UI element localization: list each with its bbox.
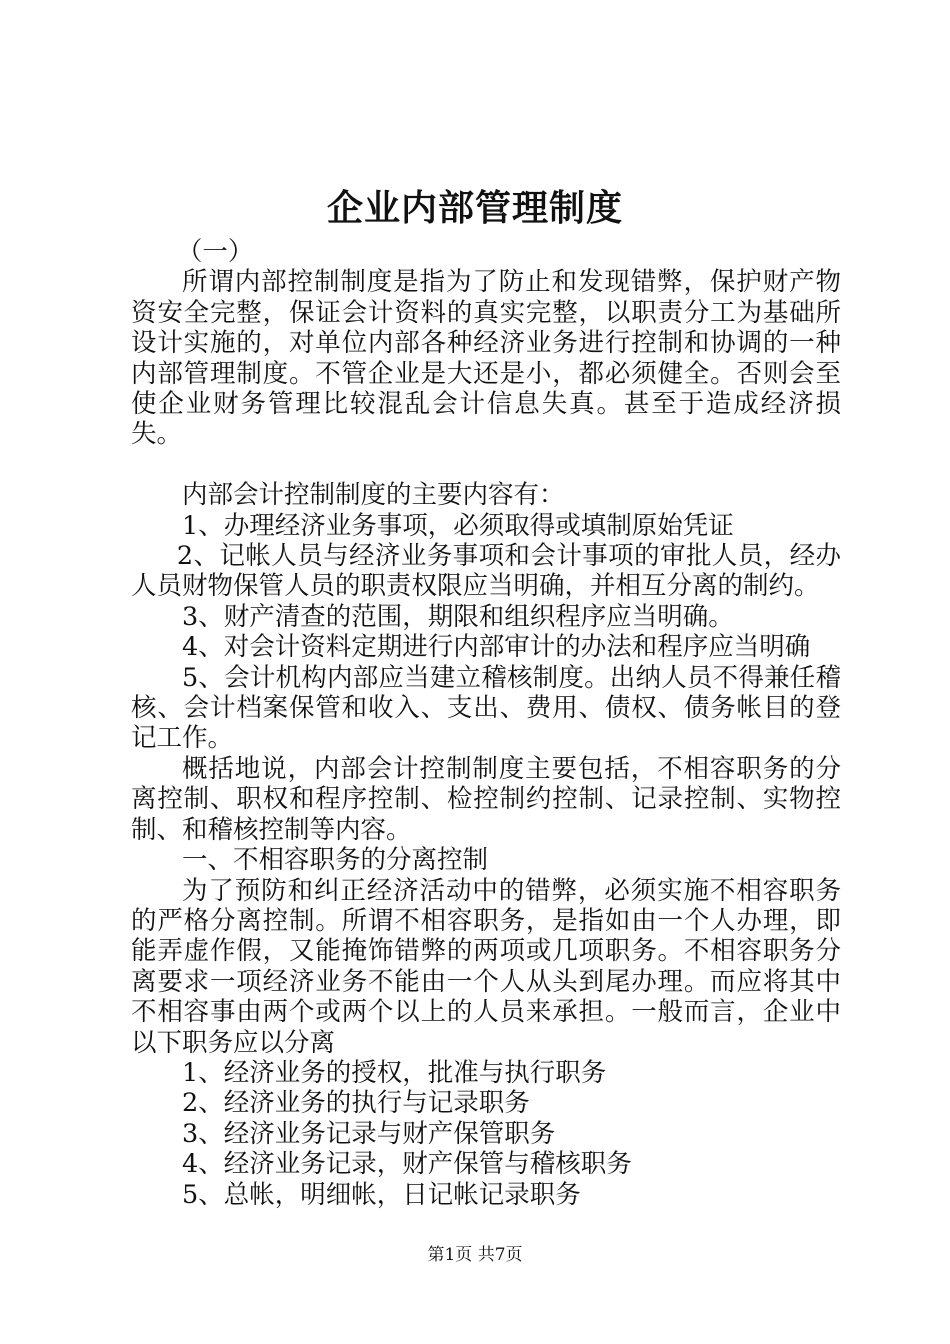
list-item: 2、经济业务的执行与记录职务: [182, 1088, 530, 1119]
section-heading: 一、不相容职务的分离控制: [182, 845, 489, 876]
page-footer: 第1页 共7页: [427, 1245, 523, 1265]
list-item: 5、会计机构内部应当建立稽核制度。出纳人员不得兼任稽核、会计档案保管和收入、支出、费用、债权、债务帐目的登记工作。: [131, 662, 841, 754]
list-item: 2、记帐人员与经济业务事项和会计事项的审批人员，经办人员财物保管人员的职责权限应当明确，并相互分离的制约。: [131, 541, 841, 602]
list-item: 4、对会计资料定期进行内部审计的办法和程序应当明确: [182, 632, 811, 663]
paragraph-separation: 为了预防和纠正经济活动中的错弊，必须实施不相容职务的严格分离控制。所谓不相容职务，是指如由一个人办理，即能弄虚作假，又能掩饰错弊的两项或几项职务。不相容职务分离要求一项经济业务不能由一个人从头到尾办理。而应将其中不相容事由两个或两个以上的人员来承担。一般而言，企业中以下职务应以分离: [131, 875, 841, 1058]
document-body: [131, 237, 841, 1210]
list-item: 1、办理经济业务事项，必须取得或填制原始凭证: [182, 510, 734, 541]
subheading: （一）: [176, 237, 254, 267]
paragraph-gap: [131, 450, 841, 480]
paragraph-summary: 概括地说，内部会计控制制度主要包括，不相容职务的分离控制、职权和程序控制、检控制约控制、记录控制、实物控制、和稽核控制等内容。: [131, 753, 841, 845]
list-item: 4、经济业务记录，财产保管与稽核职务: [182, 1149, 632, 1180]
paragraph-contents-heading: 内部会计控制制度的主要内容有：: [182, 480, 565, 511]
document-title: 企业内部管理制度: [326, 187, 623, 229]
list-item: 1、经济业务的授权，批准与执行职务: [182, 1057, 607, 1088]
paragraph-intro: 所谓内部控制制度是指为了防止和发现错弊，保护财产物资安全完整，保证会计资料的真实完整，以职责分工为基础所设计实施的，对单位内部各种经济业务进行控制和协调的一种内部管理制度。不管企业是大还是小，都必须健全。否则会至使企业财务管理比较混乱会计信息失真。甚至于造成经济损失。: [131, 267, 841, 450]
list-item: 3、财产清查的范围，期限和组织程序应当明确。: [182, 601, 734, 632]
list-item: 3、经济业务记录与财产保管职务: [182, 1118, 556, 1149]
list-item: 5、总帐，明细帐，日记帐记录职务: [182, 1179, 581, 1210]
